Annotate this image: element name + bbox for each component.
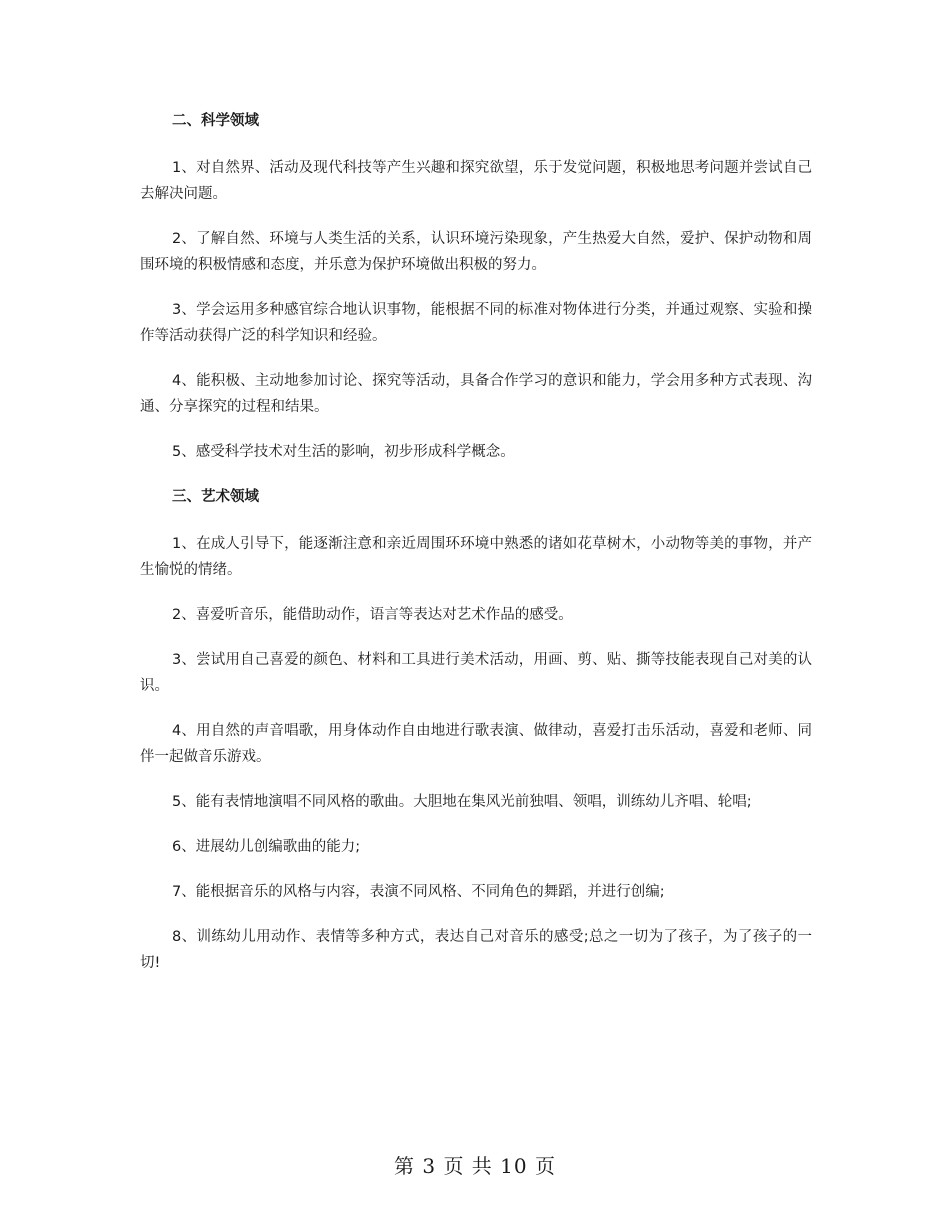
list-item: 2、喜爱听音乐，能借助动作，语言等表达对艺术作品的感受。 — [172, 607, 573, 623]
list-item: 8、训练幼儿用动作、表情等多种方式，表达自己对音乐的感受;总之一切为了孩子，为了孩子的一切! — [140, 929, 812, 971]
list-item: 1、在成人引导下，能逐渐注意和亲近周围环环境中熟悉的诸如花草树木，小动物等美的事物，并产生愉悦的情绪。 — [140, 536, 812, 578]
list-item: 4、能积极、主动地参加讨论、探究等活动，具备合作学习的意识和能力，学会用多种方式表现、沟通、分享探究的过程和结果。 — [140, 373, 812, 415]
page-number-footer: 第 3 页 共 10 页 — [394, 1154, 556, 1178]
section-heading: 三、艺术领域 — [172, 489, 259, 505]
list-item: 1、对自然界、活动及现代科技等产生兴趣和探究欲望，乐于发觉问题，积极地思考问题并尝试自己去解决问题。 — [140, 160, 812, 202]
list-item: 2、了解自然、环境与人类生活的关系，认识环境污染现象，产生热爱大自然，爱护、保护动物和周围环境的积极情感和态度，并乐意为保护环境做出积极的努力。 — [140, 231, 812, 273]
list-item: 6、进展幼儿创编歌曲的能力; — [172, 839, 361, 855]
list-item: 5、能有表情地演唱不同风格的歌曲。大胆地在集风光前独唱、领唱，训练幼儿齐唱、轮唱; — [172, 794, 752, 810]
list-item: 3、学会运用多种感官综合地认识事物，能根据不同的标准对物体进行分类，并通过观察、实验和操作等活动获得广泛的科学知识和经验。 — [140, 302, 812, 344]
list-item: 4、用自然的声音唱歌，用身体动作自由地进行歌表演、做律动，喜爱打击乐活动，喜爱和老师、同伴一起做音乐游戏。 — [140, 723, 812, 765]
list-item: 3、尝试用自己喜爱的颜色、材料和工具进行美术活动，用画、剪、贴、撕等技能表现自己对美的认识。 — [140, 652, 812, 694]
section-heading: 二、科学领域 — [172, 113, 259, 129]
list-item: 7、能根据音乐的风格与内容，表演不同风格、不同角色的舞蹈，并进行创编; — [172, 884, 665, 900]
document-body — [140, 108, 812, 995]
section-art — [140, 484, 812, 976]
list-item: 5、感受科学技术对生活的影响，初步形成科学概念。 — [172, 444, 515, 460]
section-science — [140, 108, 812, 465]
